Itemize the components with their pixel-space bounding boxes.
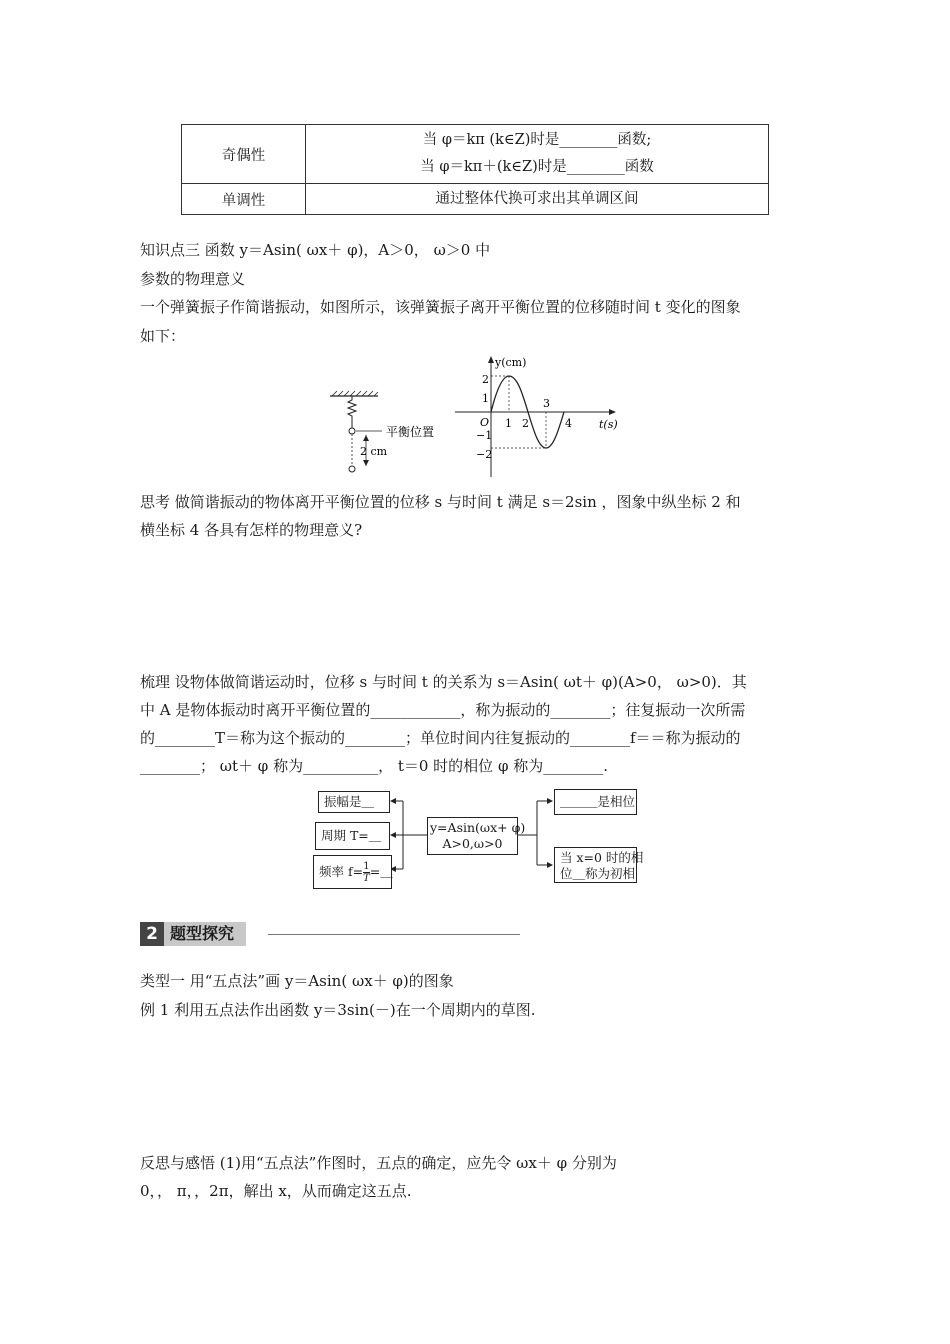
section-rule [268,934,520,935]
knowledge-text: 一个弹簧振子作简谐振动，如图所示，该弹簧振子离开平衡位置的位移随时间 t 变化的图象 [140,298,741,316]
origin-label: O [480,416,490,429]
equilibrium-label: 平衡位置 [386,425,435,439]
type-heading: 类型一 用“五点法”画 y＝Asin( ωx＋ φ)的图象 [140,972,454,990]
y-axis-arrow [488,356,494,363]
x-tick-label: 4 [565,417,572,430]
summary-text: 中 A 是物体振动时离开平衡位置的____________，称为振动的________；往复振动一次所需 [140,701,746,719]
frequency-box [313,855,392,889]
phase-box: ＿＿＿是相位 [554,789,637,815]
x-tick-label: 1 [505,417,512,430]
period-box: 周期 T=＿ [315,822,390,850]
y-axis-label: y(cm) [495,356,527,369]
example-text: 例 1 利用五点法作出函数 y＝3sin(－)在一个周期内的草图. [140,1001,536,1019]
table-head-cell: 奇偶性 [182,125,306,184]
table-row [182,125,769,184]
spring-coil [348,396,356,431]
center-formula-box [427,817,526,855]
x-tick-label: 3 [543,397,550,410]
x-axis-label: t(s) [599,418,618,431]
table-body-cell [306,125,769,184]
y-tick-label: −2 [476,448,493,461]
initial-phase-box [554,847,644,883]
reflection-text: 0，， π，，2π，解出 x，从而确定这五点. [140,1182,412,1200]
section-title: 题型探究 [164,922,246,946]
fraction-numerator: 1 [363,861,370,872]
knowledge-subheading: 参数的物理意义 [140,270,246,288]
y-tick-label: 2 [482,373,489,386]
table-head-cell: 单调性 [182,184,306,215]
initial-phase-line: 当 x=0 时的相 [560,850,644,865]
table-line: 通过整体代换可求出其单调区间 [435,190,639,207]
mass-bottom [349,466,355,472]
center-condition: A>0,ω>0 [442,836,503,851]
x-tick-label: 2 [522,417,529,430]
section-header [140,922,246,946]
concept-diagram [305,785,645,893]
fraction-denominator: T [363,873,370,884]
table-body-cell [306,184,769,215]
table-row [182,184,769,215]
ceiling-hatch [332,391,378,396]
think-text: 横坐标 4 各具有怎样的物理意义? [140,521,363,539]
think-text: 思考 做简谐振动的物体离开平衡位置的位移 s 与时间 t 满足 s＝2sin ，图象中纵坐标 2 和 [140,493,741,511]
distance-arrow-head-down [363,460,369,466]
summary-text: 的________T＝称为这个振动的________；单位时间内往复振动的________f＝＝称为振动的 [140,729,741,747]
frequency-label: 频率 f= [319,864,364,879]
distance-arrow-head-up [363,435,369,441]
spring-oscillation-figure [320,352,630,482]
mass-top [349,428,355,434]
frequency-fraction [363,861,370,884]
frequency-blank: =＿ [369,864,393,879]
reflection-text: 反思与感悟 (1)用“五点法”作图时，五点的确定，应先令 ωx＋ φ 分别为 [140,1154,617,1172]
distance-label: 2 cm [360,445,388,458]
y-tick-label: 1 [482,392,489,405]
knowledge-heading: 知识点三 函数 y＝Asin( ωx＋ φ)，A＞0， ω＞0 中 [140,241,491,259]
properties-table [181,124,769,215]
y-tick-label: −1 [476,429,493,442]
section-number: 2 [140,922,164,946]
center-formula: y=Asin(ωx+ φ) [430,820,526,835]
summary-text: 梳理 设物体做简谐运动时，位移 s 与时间 t 的关系为 s＝Asin( ωt＋ φ)(A>0， ω>0)．其 [140,673,747,691]
table-line: 当 φ＝kπ (k∈Z)时是________函数; [422,132,652,148]
x-axis-arrow [609,409,616,415]
table-line: 当 φ＝kπ＋(k∈Z)时是________函数 [420,159,654,175]
knowledge-text: 如下： [140,327,186,345]
initial-phase-line: 位＿称为初相 [560,866,636,881]
amplitude-box: 振幅是＿ [318,791,390,813]
summary-text: ________； ωt＋ φ 称为__________， t＝0 时的相位 φ 称为________. [140,757,608,775]
